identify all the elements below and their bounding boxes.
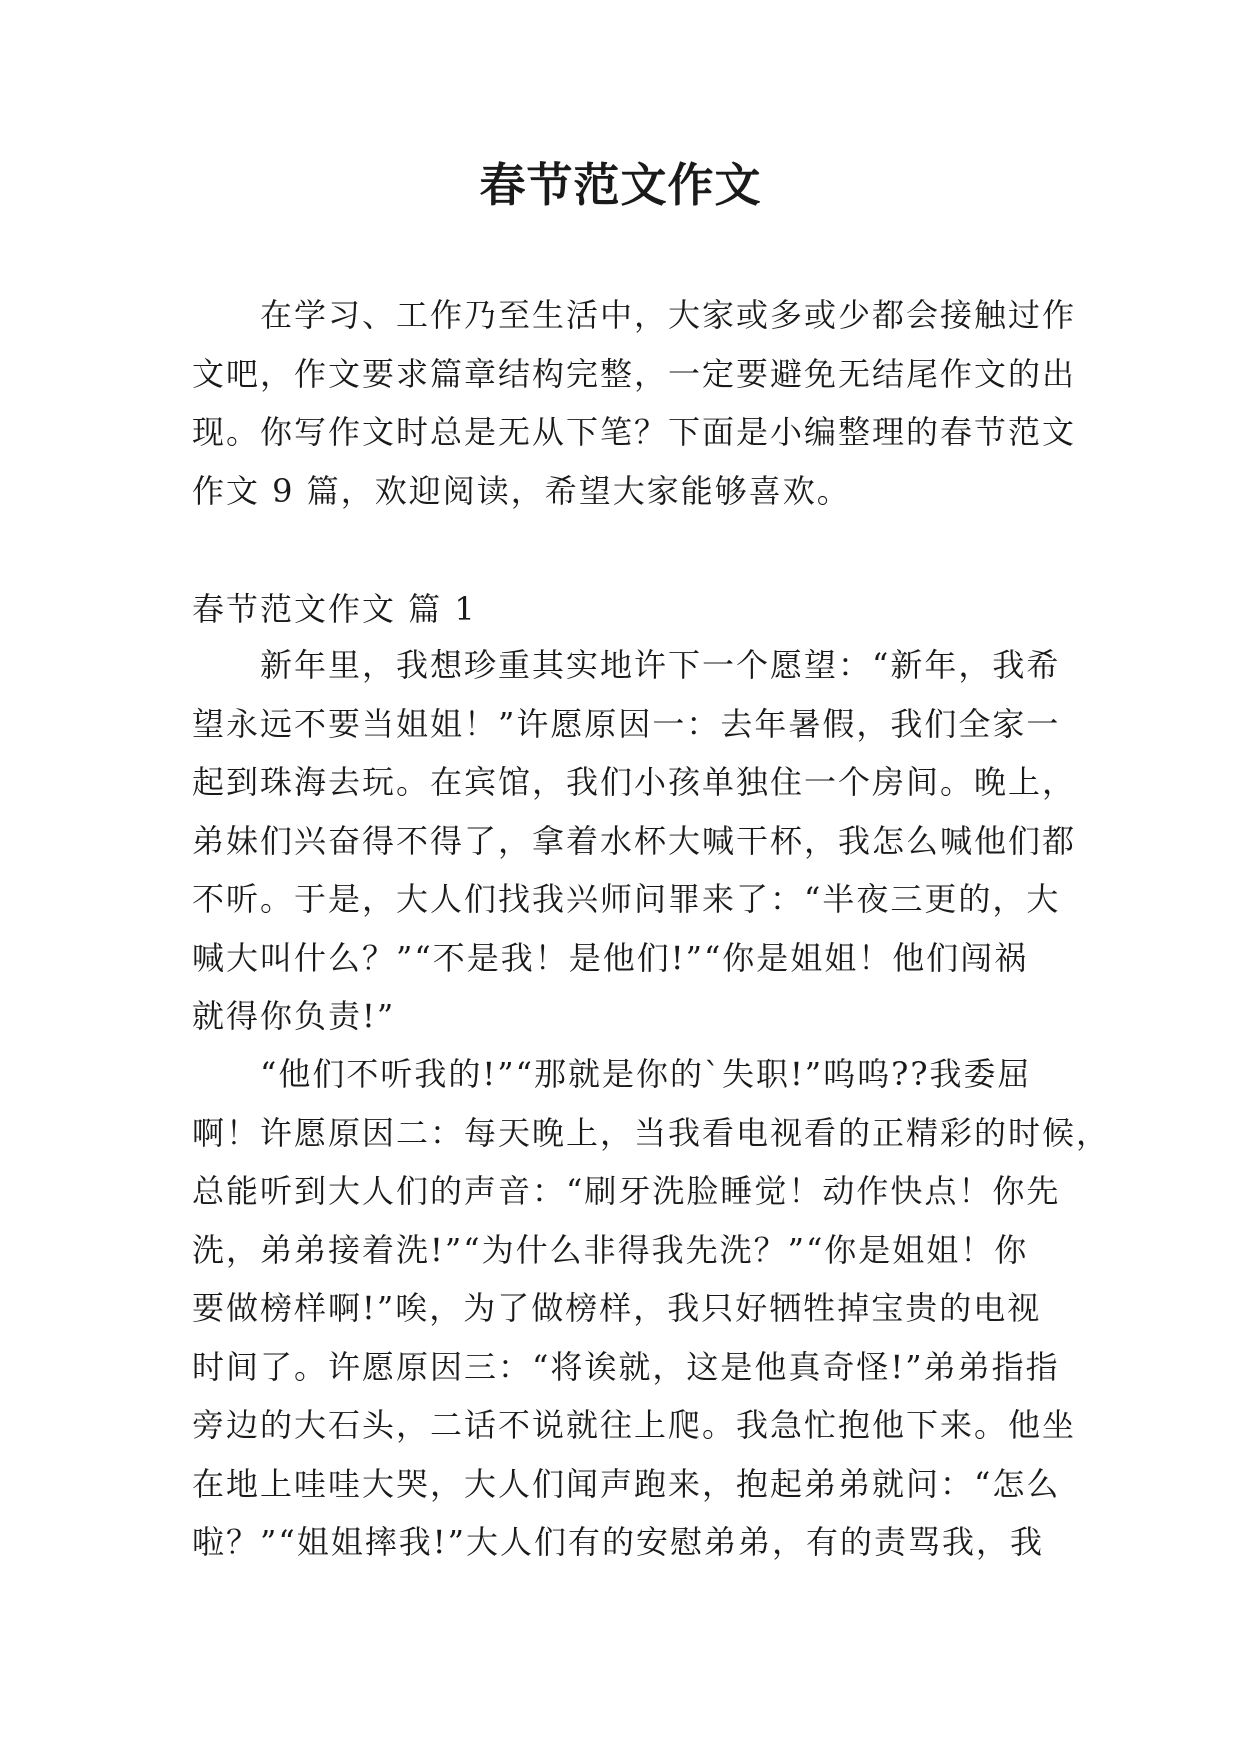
text-line: 不听。于是，大人们找我兴师问罪来了：“半夜三更的，大 — [192, 880, 1061, 918]
text-line: 现。你写作文时总是无从下笔？下面是小编整理的春节范文 — [192, 413, 1077, 451]
text-line: 在地上哇哇大哭，大人们闻声跑来，抱起弟弟就问：“怎么 — [192, 1464, 1061, 1503]
document-title: 春节范文作文 — [479, 158, 762, 212]
text-line: 啊！许愿原因二：每天晚上，当我看电视看的正精彩的时候， — [192, 1113, 1111, 1152]
text-line: 啦？”“姐姐摔我!”大人们有的安慰弟弟，有的责骂我，我 — [192, 1523, 1044, 1561]
text-line: 时间了。许愿原因三：“将诶就，这是他真奇怪!”弟弟指指 — [192, 1347, 1060, 1386]
section-heading-text: 春节范文作文 篇 1 — [192, 590, 477, 628]
text-line: 起到珠海去玩。在宾馆，我们小孩单独住一个房间。晚上， — [192, 763, 1077, 801]
text-line: 文吧，作文要求篇章结构完整，一定要避免无结尾作文的出 — [192, 354, 1077, 393]
intro-paragraph — [192, 286, 1077, 520]
paragraph-1 — [192, 636, 1077, 1046]
text-line: 喊大叫什么？”“不是我！是他们!”“你是姐姐！他们闯祸 — [192, 938, 1029, 977]
paragraph-2 — [192, 1045, 1111, 1572]
text-line: 新年里，我想珍重其实地许下一个愿望：“新年，我希 — [192, 646, 1061, 684]
text-line: 旁边的大石头，二话不说就往上爬。我急忙抱他下来。他坐 — [192, 1406, 1077, 1444]
text-line: “他们不听我的!”“那就是你的`失职!”呜呜??我委屈 — [192, 1055, 1032, 1093]
section-heading — [192, 580, 1062, 639]
text-line: 总能听到大人们的声音：“刷牙洗脸睡觉！动作快点！你先 — [192, 1172, 1061, 1210]
text-line: 作文 9 篇，欢迎阅读，希望大家能够喜欢。 — [192, 471, 851, 510]
text-line: 要做榜样啊!”唉，为了做榜样，我只好牺牲掉宝贵的电视 — [192, 1289, 1042, 1327]
text-line: 洗，弟弟接着洗!”“为什么非得我先洗？”“你是姐姐！你 — [192, 1230, 1029, 1269]
text-line: 望永远不要当姐姐！”许愿原因一：去年暑假，我们全家一 — [192, 704, 1061, 743]
text-line: 弟妹们兴奋得不得了，拿着水杯大喊干杯，我怎么喊他们都 — [192, 821, 1077, 860]
text-line: 在学习、工作乃至生活中，大家或多或少都会接触过作 — [192, 296, 1077, 334]
text-line: 就得你负责!” — [192, 997, 396, 1035]
